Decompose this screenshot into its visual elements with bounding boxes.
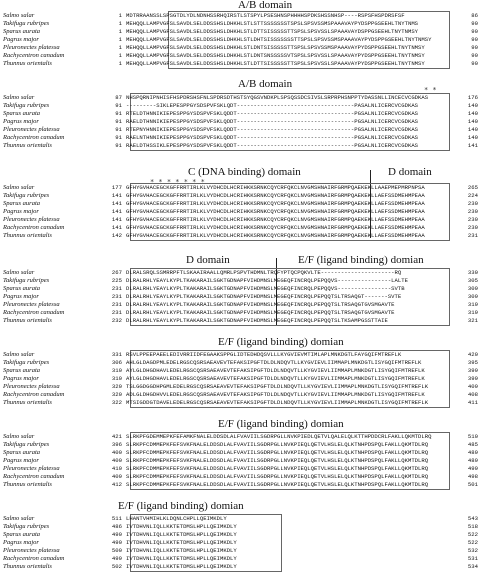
end-position: 498: [467, 473, 478, 480]
start-position: 1: [118, 12, 122, 19]
species-name: Pleuronectes platessa: [3, 126, 60, 133]
species-name: Pleuronectes platessa: [3, 301, 60, 308]
end-position: 305: [467, 277, 478, 284]
start-position: 486: [111, 523, 122, 530]
species-name: Salmo salar: [3, 94, 35, 101]
domain-title-ab: A/B domain: [238, 0, 293, 11]
species-name: Thunnus orientalis: [3, 232, 52, 239]
sequence: NHSPQRNIPNHISFHSPDRSHSFNLSPDRSDTHSTSYQGSVNDKPLSPSQSSDCSIVSLSRPRPHSNPPTYDASSNLLINCECVCGDKAS: [126, 94, 429, 101]
species-name: Thunnus orientalis: [3, 563, 52, 570]
end-position: 230: [467, 200, 478, 207]
alignment-row: [0, 481, 480, 489]
sequence: MEHQQLLAMPVGFSLSAVDLSELDDSSHSLDHKHLSTLDTTSISSSSSTTSPSLSPSVSSLSPAAAVAYDSPPGSEEHLTNYTNMSY: [126, 28, 419, 35]
start-position: 499: [111, 555, 122, 562]
species-name: Thunnus orientalis: [3, 60, 52, 67]
species-name: Pagrus major: [3, 208, 39, 215]
conserved-marks: * *: [424, 86, 437, 94]
end-position: 140: [467, 134, 478, 141]
species-name: Thunnus orientalis: [3, 481, 52, 488]
end-position: 86: [471, 12, 478, 19]
sequence: IVTDHVNLIQLLKKTETDMSLHPLLQEIMKDLY: [126, 539, 237, 546]
species-name: Rachycentron canadum: [3, 473, 65, 480]
species-name: Sparus aurata: [3, 110, 41, 117]
end-position: 309: [467, 293, 478, 300]
start-position: 400: [111, 457, 122, 464]
end-position: 90: [471, 28, 478, 35]
sequence: MEHQQLLAMPVGFSLSAVDLSELDDSSHSLDHKHLSTLDHTSISSSSSSSTTSPSLSPSVSSMSPAAAVAYPYDSPPGSEEHLTNYTNMSY: [126, 36, 432, 43]
species-name: Pagrus major: [3, 457, 39, 464]
sequence: SLRKPFCDMMEPKFEFSVKFNALELDDSDLALFVAVIILSGDRPGLLNVKPIEQLQETVLHSLELQLKTNHPDSPQLFAKLLQKMTDLRQ: [126, 449, 429, 456]
domain-title-d: D domain: [186, 254, 230, 266]
start-position: 500: [111, 547, 122, 554]
sequence: RAELNTHNNIKIEPESPPGYSDSPVFSKLQDDT-----------------------------------PGSALNLICERCVCGDKAS: [126, 134, 419, 141]
end-position: 330: [467, 269, 478, 276]
species-name: Rachycentron canadum: [3, 555, 65, 562]
start-position: 87: [115, 94, 122, 101]
domain-title-ab: A/B domain: [238, 78, 293, 90]
start-position: 1: [118, 20, 122, 27]
start-position: 1: [118, 44, 122, 51]
end-position: 399: [467, 375, 478, 382]
sequence: RAELDTHSSIKLEPESPPGYSDSPVFSKLQDDT-----------------------------------PGSALNLICERCVCGDKAS: [126, 142, 419, 149]
sequence: LHANTVHMIHLKLDQNLCHPLLQEIMKDLY: [126, 515, 227, 522]
end-position: 309: [467, 285, 478, 292]
alignment-row: [0, 391, 480, 399]
species-name: Takifugu rubripes: [3, 20, 50, 27]
sequence: DLRALRHLYEAYLKYPLTKAKARAILSGKTGDNAPFVIHDMNSLMEGEQFINCRQLPEPQQTSLTRSAQGTGVSMGAVTE: [126, 309, 395, 316]
domain-title-ef: E/F (ligand binding) domian: [218, 418, 344, 430]
alignment-row: [0, 555, 480, 563]
start-position: 490: [111, 539, 122, 546]
end-position: 176: [467, 94, 478, 101]
sequence: GFHYGVHACEGCKGFFRRTIRLKLVYDHCDLHCRIHKKSRNKCQYCRFQKCLNVGMSHNAIRFGRMPQAEKEKLLAEFSSDMEHMPEAA: [126, 200, 425, 207]
end-position: 140: [467, 110, 478, 117]
sequence: DLRALSRQLSSMRRPFTLSKAAIRAALLQMRLPSPVTHDMNLTRQFYPTQCPQKVLTE----------------------RQ: [126, 269, 402, 276]
end-position: 534: [467, 563, 478, 570]
end-position: 230: [467, 224, 478, 231]
end-position: 265: [467, 184, 478, 191]
sequence: SLRKPFCDMMEPKFEFSVKFNALELDDSDLALFVAVIILSGDRPGLLNVKPIEQLQETVLHSLELQLKTNHPDSPQLFAKLLQKMTDLRQ: [126, 481, 429, 488]
alignment-row: [0, 547, 480, 555]
sequence: IVTDHVNLIQLLKKTETDMSLHPLLQEIMKDLY: [126, 555, 237, 562]
end-position: 140: [467, 118, 478, 125]
alignment-row: [0, 465, 480, 473]
alignment-row: [0, 563, 480, 571]
alignment-row: [0, 28, 480, 36]
sequence: GFHYGVHACEGCKGFFRRTIRLKLVYDHCDLHCRIHKKSRNKCQYCRFQKCLNVGMSHNAIRFGRMPQAEKEKLLAEFSSDMEHMPEAA: [126, 224, 425, 231]
domain-title-ef: E/F (ligand binding) domian: [298, 254, 424, 266]
start-position: 231: [111, 285, 122, 292]
end-position: 532: [467, 547, 478, 554]
alignment-row: [0, 224, 480, 232]
species-name: Salmo salar: [3, 184, 35, 191]
species-name: Sparus aurata: [3, 200, 41, 207]
alignment-row: [0, 200, 480, 208]
sequence: DLRALRHLYEAYLKYPLTKAKARAILSGKTGDNAPFVIHDMNSLMEGEQFINCRQLPEPQQTSLTRSAQGT-------SVTE: [126, 293, 402, 300]
end-position: 543: [467, 515, 478, 522]
start-position: 410: [111, 465, 122, 472]
alignment-row: [0, 359, 480, 367]
species-name: Rachycentron canadum: [3, 134, 65, 141]
end-position: 399: [467, 367, 478, 374]
alignment-row: [0, 317, 480, 325]
alignment-row: [0, 142, 480, 150]
start-position: 1: [118, 28, 122, 35]
alignment-row: [0, 126, 480, 134]
species-name: Pleuronectes platessa: [3, 547, 60, 554]
end-position: 319: [467, 301, 478, 308]
domain-title-d: D domain: [388, 166, 432, 178]
sequence: RTEPNYHNNIKIEPESPPGYSDSPVFSKLQDDT-----------------------------------PGSALNLICERCVCGDKAS: [126, 126, 419, 133]
start-position: 267: [111, 269, 122, 276]
alignment-row: [0, 60, 480, 68]
start-position: 490: [111, 531, 122, 538]
alignment-row: [0, 399, 480, 407]
start-position: 91: [115, 102, 122, 109]
start-position: 412: [111, 481, 122, 488]
sequence: RAELDTHNNIKIEPESPPGYSDSPVFSKLQDDT-----------------------------------PGSALNLICERCVCGDKAS: [126, 118, 419, 125]
alignment-row: [0, 309, 480, 317]
species-name: Thunnus orientalis: [3, 399, 52, 406]
alignment-row: [0, 293, 480, 301]
species-name: Pleuronectes platessa: [3, 465, 60, 472]
species-name: Pleuronectes platessa: [3, 216, 60, 223]
sequence: IVTDHVNLIQLLKKTETDMSLHPLLQEIMKDLY: [126, 523, 237, 530]
sequence: RSVLPPEEPAEELEDIVRRIIDFEGAAKSPPGLIDTEDHDQSVLLLKYGVIEVMTIMLAPLMNKDGTLFAYGQIFMTREFLK: [126, 351, 402, 358]
alignment-row: [0, 110, 480, 118]
end-position: 499: [467, 465, 478, 472]
end-position: 510: [467, 433, 478, 440]
end-position: 321: [467, 317, 478, 324]
sequence: AYLGLDHGDHAVLEDELRGSCQSRSAEAVEVTEFAKSIPGFTDLDLNDQVTLLKYGVIEVLIIMMAPLMNKDGTLISYGQIFMTREFLK: [126, 375, 425, 382]
sequence: RTELDTHNNIKIEPESPPGYSDSPVFSKLQDDT-----------------------------------PGSALNLICERCVCGDKAS: [126, 110, 419, 117]
end-position: 408: [467, 391, 478, 398]
end-position: 90: [471, 20, 478, 27]
end-position: 489: [467, 449, 478, 456]
alignment-row: [0, 285, 480, 293]
species-name: Salmo salar: [3, 433, 35, 440]
species-name: Rachycentron canadum: [3, 52, 65, 59]
start-position: 142: [111, 232, 122, 239]
species-name: Pleuronectes platessa: [3, 44, 60, 51]
sequence: DLRALRHLYEAYLKYPLTKAKARAILSGKTGDNAPFVIHDMNSLMEGEQFINCRQLPEPQQVS----------------LALTE: [126, 277, 408, 284]
end-position: 501: [467, 481, 478, 488]
species-name: Pagrus major: [3, 118, 39, 125]
alignment-row: [0, 102, 480, 110]
sequence: DLRALRHLYEAYLKYPLTKAKARAILSGKTGDNAPFVIHDMNSLMEGEQFINCRQLPEPQQVS----------------SVTB: [126, 285, 405, 292]
end-position: 224: [467, 192, 478, 199]
sequence: IVTDHVNLIQLLKKTETDMSLHPLLQEIMKDLY: [126, 531, 237, 538]
end-position: 531: [467, 555, 478, 562]
sequence: TSLGGDGGDHPGMLEDELRGSCQSRSAEAVEVTEFAKSIPGFTDLDLNDQVTLLKYGVIEVLIIMMAPLMNKDGTLISYGQIFMTREFLK: [126, 383, 429, 390]
end-position: 231: [467, 232, 478, 239]
sequence: AHLGLDAGDPMLEDELRGSCQSRSAEAVEVTEFAKSIPGFTDLDLNDQVTLLKYGVIEVLIIMMAPLMNKDGTLISYGQIFMTREFLK: [126, 359, 422, 366]
end-position: 230: [467, 208, 478, 215]
sequence: IVTDHVNLIQLLKKTETDMSLHPLLQEIMKDLY: [126, 563, 237, 570]
end-position: 409: [467, 383, 478, 390]
sequence: AYLGLDHGDHAVLEDELRGSCQSRSAEAVEVTEFAKSIPGFTDLDLNDQVTLLKYGVIEVLIIMMAPLMNKDGTLISYGQIFMTREFLK: [126, 367, 425, 374]
alignment-row: [0, 531, 480, 539]
start-position: 421: [111, 433, 122, 440]
sequence: GFHYGVHACEGCKGFFRRTIRLKLVYDHCDLHCRIHKKSRNKCQYCRFQKCLNVGMSHNAIRFGRMPQAEKEKLLAAEPMEPMRPNPSA: [126, 184, 425, 191]
domain-title-ef: E/F (ligand binding) domian: [118, 500, 244, 512]
alignment-row: [0, 351, 480, 359]
alignment-row: [0, 20, 480, 28]
species-name: Rachycentron canadum: [3, 391, 65, 398]
end-position: 90: [471, 52, 478, 59]
alignment-row: [0, 44, 480, 52]
species-name: Takifugu rubripes: [3, 102, 50, 109]
end-position: 395: [467, 359, 478, 366]
conserved-marks: * * * * * * *: [150, 178, 205, 186]
end-position: 230: [467, 216, 478, 223]
end-position: 485: [467, 441, 478, 448]
alignment-row: [0, 94, 480, 102]
start-position: 409: [111, 473, 122, 480]
start-position: 141: [111, 200, 122, 207]
alignment-row: [0, 383, 480, 391]
start-position: 177: [111, 184, 122, 191]
species-name: Thunnus orientalis: [3, 317, 52, 324]
species-name: Takifugu rubripes: [3, 441, 50, 448]
sequence: ---------SIKLEPESPPGYSDSPVFSKLQDT-----------------------------------PASALNLICERCVCGDKAS: [126, 102, 419, 109]
alignment-row: [0, 192, 480, 200]
start-position: 91: [115, 118, 122, 125]
species-name: Takifugu rubripes: [3, 277, 50, 284]
start-position: 306: [111, 359, 122, 366]
sequence: MEHQQLLAMPVGFSLSAVDLSELDDSSHSLDHKHLSTLSTTSSSSSSSTSPSLSPSVSSMSPAAAVAYPYDSPPGSEEHLTNYTNMS: [126, 20, 419, 27]
start-position: 320: [111, 391, 122, 398]
species-name: Takifugu rubripes: [3, 523, 50, 530]
alignment-row: [0, 457, 480, 465]
start-position: 141: [111, 208, 122, 215]
sequence: SLRKPFCDMMEPKFEFSVKFNALELDDSDLALFVAVIILSGDRPGLLNVKPIEQLQETVLHSLELQLKTNHPDSPQLFAKLLQKMTDLRQ: [126, 473, 429, 480]
sequence: GFHYGVHACEGCKGFFRRTIRLKLVYDHCDLHCRIHKKSRNKCQYCRFQKCLNVGMSHNAIRFGRMPQAEKEKLLAEFSSDMEHMPEAA: [126, 232, 425, 239]
start-position: 396: [111, 441, 122, 448]
sequence: MDTRRAANSSLSPSGTDLYDLNDNHSSRHQIRSTLSTSPYLPSESHNSPHHHHSPDKSHSSNHSP----RSPSFHSPDRSFSF: [126, 12, 405, 19]
sequence: MEHQQLLAMPVGFSLSAVDLSELDDSSHSLDHKHLSTLDNTSISSSSSTTSPSLSPSVSSMSPAAAVAYPYDSPPGSEEHLTNYTNMSY: [126, 44, 425, 51]
start-position: 225: [111, 277, 122, 284]
species-name: Pagrus major: [3, 539, 39, 546]
sequence: DLRALRHLYEAYLKYPLTKAKARAILSGKTGDNAPFVIHDMNSLMEGEQFINCRQLPEPQQTSLTKSAMPGSSTTAIE: [126, 317, 388, 324]
species-name: Thunnus orientalis: [3, 142, 52, 149]
species-name: Salmo salar: [3, 269, 35, 276]
end-position: 90: [471, 36, 478, 43]
alignment-row: [0, 118, 480, 126]
end-position: 140: [467, 126, 478, 133]
sequence: MTSIGDDGTDAVELEDELRGSCQSRSAEAVEVTEFAKSIPGFTDLDLNDQVTLLKYGVIEVLIIMMAPLMNKDGTLISYGQIFMTREFLK: [126, 399, 429, 406]
domain-title-dna-binding: C (DNA binding) domain: [188, 166, 301, 178]
alignment-row: [0, 232, 480, 240]
start-position: 231: [111, 293, 122, 300]
species-name: Sparus aurata: [3, 285, 41, 292]
alignment-row: [0, 473, 480, 481]
species-name: Sparus aurata: [3, 531, 41, 538]
end-position: 489: [467, 457, 478, 464]
end-position: 522: [467, 531, 478, 538]
start-position: 502: [111, 563, 122, 570]
alignment-row: [0, 367, 480, 375]
species-name: Rachycentron canadum: [3, 224, 65, 231]
end-position: 90: [471, 60, 478, 67]
end-position: 522: [467, 539, 478, 546]
sequence: GFHYGVHACEGCKGFFRRTIRLKLVYDHCDLHCRIHKKSRNKCQYCRFQKCLNVGMSHNAIRFGRMPQAEKEKLLAEFSSDMEHMPEAA: [126, 192, 425, 199]
alignment-row: [0, 12, 480, 20]
alignment-row: [0, 375, 480, 383]
start-position: 91: [115, 142, 122, 149]
start-position: 231: [111, 309, 122, 316]
alignment-row: [0, 269, 480, 277]
species-name: Sparus aurata: [3, 28, 41, 35]
alignment-row: [0, 216, 480, 224]
alignment-row: [0, 184, 480, 192]
start-position: 141: [111, 216, 122, 223]
species-name: Pleuronectes platessa: [3, 383, 60, 390]
sequence: MEHQQLLAMPVGFSLSAVDLSELDDSSHSLDHKHLSTLDTTSISSSSSTTSPSLSPSVSSLSPAAAVAYPYDSPPGSEEHLTNYTNMSY: [126, 60, 425, 67]
alignment-row: [0, 433, 480, 441]
start-position: 310: [111, 367, 122, 374]
species-name: Pagrus major: [3, 36, 39, 43]
start-position: 232: [111, 317, 122, 324]
start-position: 331: [111, 351, 122, 358]
start-position: 400: [111, 449, 122, 456]
end-position: 518: [467, 523, 478, 530]
alignment-row: [0, 301, 480, 309]
sequence: SLRKPFCDMMEPKFEFSVKFNALELDDSDLALFVAVIILSGDRPGLLNVKPIEQLQETVLHSLELQLKTNHPDSPQLFAKLLQKMTDLRQ: [126, 457, 429, 464]
start-position: 1: [118, 52, 122, 59]
alignment-row: [0, 52, 480, 60]
species-name: Takifugu rubripes: [3, 192, 50, 199]
sequence: ADLGLDHGDHVVLEDELRGSCQSRSAEAVEVTEFAKSIPGFTDLDLNDQVTLLKYGVIEVLIIMMAPLMNKDGTLISYGQIFMTREFLK: [126, 391, 425, 398]
start-position: 91: [115, 126, 122, 133]
end-position: 420: [467, 351, 478, 358]
alignment-row: [0, 539, 480, 547]
alignment-row: [0, 134, 480, 142]
species-name: Sparus aurata: [3, 367, 41, 374]
sequence: SLRKPFCDMMEPKFEFSVKFNALELDDSDLALFVAVIILSGDRPGLLNVKPIEQLQETVLHSLELQLKTNHPDSPQLFAKLLQKMTDLRQ: [126, 441, 429, 448]
species-name: Rachycentron canadum: [3, 309, 65, 316]
sequence: GFHYGVHACEGCKGFFRRTIRLKLVYDHCDLHCRIHKKSRNKCQYCRFQKCLNVGMSHNAIRFGRMPQAEKEKLLAEFSSDMEHMPEAA: [126, 216, 425, 223]
species-name: Pagrus major: [3, 375, 39, 382]
start-position: 91: [115, 110, 122, 117]
alignment-row: [0, 449, 480, 457]
end-position: 90: [471, 44, 478, 51]
species-name: Pagrus major: [3, 293, 39, 300]
alignment-row: [0, 208, 480, 216]
species-name: Salmo salar: [3, 12, 35, 19]
start-position: 1: [118, 36, 122, 43]
sequence: SLRKPFGDEMMEPKFEFAMKFNALELDDSDLALFVAVIILSGDRPGLLNVKPIEDLQETVLQALELQLKTTHPDDCRLFAKLLQKMTDLRQ: [126, 433, 432, 440]
start-position: 511: [111, 515, 122, 522]
species-name: Takifugu rubripes: [3, 359, 50, 366]
start-position: 1: [118, 60, 122, 67]
species-name: Salmo salar: [3, 351, 35, 358]
alignment-row: [0, 277, 480, 285]
sequence: IVTDHVNLIQLLKKTETDMSLHPLLQEIMKDLY: [126, 547, 237, 554]
sequence: SLRKPFCDMMEPKFEFSVKFNALELDDSDLALFVAVIILSGDRPGLLNVKPIEQLQETVLHSLELQLKTNHPDSPQLFAKLLQKMTDLRQ: [126, 465, 429, 472]
alignment-row: [0, 515, 480, 523]
species-name: Salmo salar: [3, 515, 35, 522]
start-position: 322: [111, 399, 122, 406]
end-position: 140: [467, 102, 478, 109]
domain-title-ef: E/F (ligand binding) domian: [218, 336, 344, 348]
start-position: 141: [111, 224, 122, 231]
end-position: 141: [467, 142, 478, 149]
start-position: 310: [111, 375, 122, 382]
start-position: 91: [115, 134, 122, 141]
start-position: 320: [111, 383, 122, 390]
species-name: Sparus aurata: [3, 449, 41, 456]
sequence: DLRALRHLYEAYLKYPLTKAKARAILSGKTGDNAPFVIHDMNSLMEGEQFINCRQLPEPQQTSLTRSAQGTGVSMGAVTE: [126, 301, 395, 308]
end-position: 411: [467, 399, 478, 406]
alignment-row: [0, 523, 480, 531]
sequence: GFHYGVHACEGCKGFFRRTIRLKLVYDHCDLHCRIHKKSRNKCQYCRFQKCLNVGMSHNAIRFGRMPQAEKEKLLAEFSSDMEHMPEAA: [126, 208, 425, 215]
alignment-row: [0, 36, 480, 44]
start-position: 141: [111, 192, 122, 199]
start-position: 231: [111, 301, 122, 308]
alignment-row: [0, 441, 480, 449]
sequence: MEHQQLLAMPVGFSLSAVDLSELDDSSHSLDHKHLSTLDNTSNSSSSSVTSPSLSPSVSSLSPAAAVAYPYDSPPGSEEHLTNYTNMSY: [126, 52, 425, 59]
end-position: 319: [467, 309, 478, 316]
